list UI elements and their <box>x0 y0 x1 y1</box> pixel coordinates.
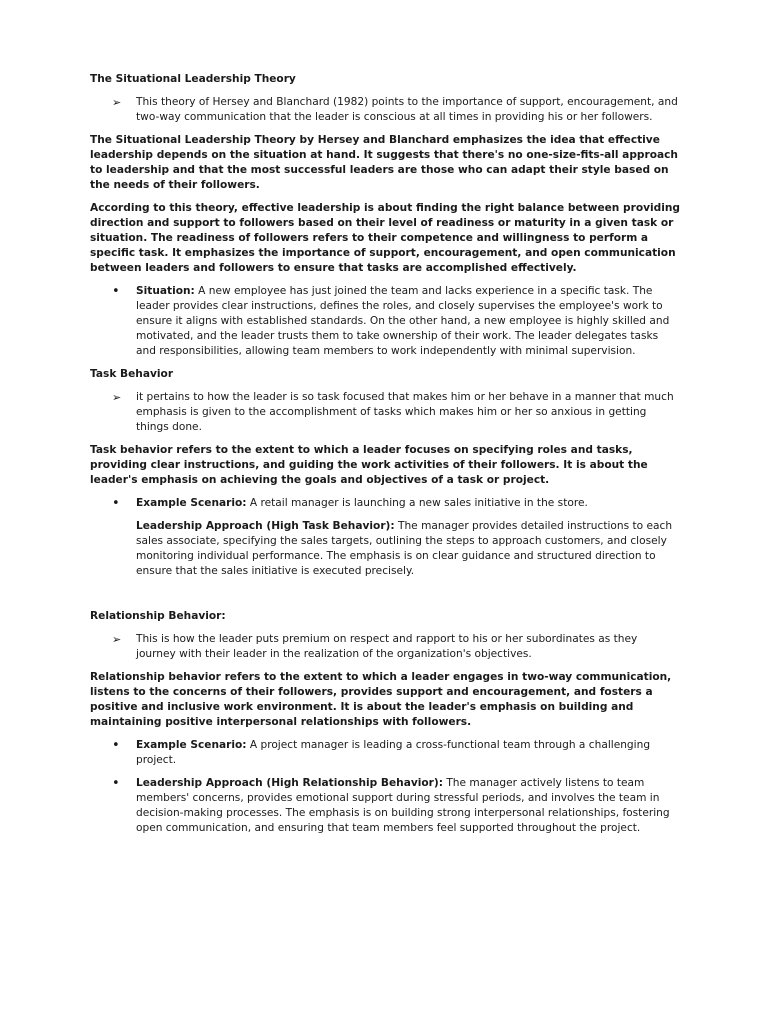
list-item-text: it pertains to how the leader is so task focused that makes him or her behave in a manner that much emphasis is given to the accomplishment of tasks which makes him or her so anxious in getting things done. <box>136 391 674 433</box>
spacer <box>90 587 680 609</box>
document-page <box>90 72 680 844</box>
item-text: A project manager is leading a cross-functional team through a challenging project. <box>136 739 651 766</box>
arrow-bullet-icon: ➢ <box>112 96 122 109</box>
item-text: The manager actively listens to team members' concerns, provides emotional support during stressful periods, and involves the team in decision-making processes. The emphasis is on building strong interpersonal relationships, fostering open communication, and ensuring that team members feel supported throughout the project. <box>136 777 670 834</box>
item-label: Leadership Approach (High Task Behavior): <box>136 520 395 532</box>
bullet-icon: • <box>112 738 120 753</box>
bullet-list-item <box>90 738 680 768</box>
paragraph: The Situational Leadership Theory by Hersey and Blanchard emphasizes the idea that effective leadership depends on the situation at hand. It suggests that there's no one-size-fits-all approach to leadership and that the most successful leaders are those who can adapt their style based on the needs of their followers. <box>90 134 678 191</box>
section-heading-task: Task Behavior <box>90 368 174 380</box>
section-heading-situational: The Situational Leadership Theory <box>90 73 296 85</box>
list-item-text: This theory of Hersey and Blanchard (1982) points to the importance of support, encouragement, and two-way communication that the leader is conscious at all times in providing his or her followers. <box>136 96 678 123</box>
paragraph: Task behavior refers to the extent to which a leader focuses on specifying roles and tasks, providing clear instructions, and guiding the work activities of their followers. It is about the leader's emphasis on achieving the goals and objectives of a task or project. <box>90 444 648 486</box>
paragraph: According to this theory, effective leadership is about finding the right balance between providing direction and support to followers based on their level of readiness or maturity in a given task or situation. The readiness of followers refers to their competence and willingness to perform a specific task. It emphasizes the importance of support, encouragement, and open communication between leaders and followers to ensure that tasks are accomplished effectively. <box>90 202 681 274</box>
section-heading-relationship: Relationship Behavior: <box>90 610 226 622</box>
item-text: A new employee has just joined the team and lacks experience in a specific task. The leader provides clear instructions, defines the roles, and closely supervises the employee's work to ensure it aligns with established standards. On the other hand, a new employee is highly skilled and motivated, and the leader trusts them to take ownership of their work. The leader delegates tasks and responsibilities, allowing team members to work independently with minimal supervision. <box>136 285 670 357</box>
arrow-list-item <box>90 632 680 662</box>
arrow-bullet-icon: ➢ <box>112 633 122 646</box>
item-text: The manager provides detailed instructions to each sales associate, specifying the sales targets, outlining the steps to approach customers, and closely monitoring individual performance. The emphasis is on clear guidance and structured direction to ensure that the sales initiative is executed precisely. <box>136 520 673 577</box>
arrow-list-item <box>90 390 680 435</box>
bullet-icon: • <box>112 776 120 791</box>
arrow-list-item <box>90 95 680 125</box>
list-item-text: This is how the leader puts premium on respect and rapport to his or her subordinates as they journey with their leader in the realization of the organization's objectives. <box>136 633 638 660</box>
bullet-list-item <box>90 284 680 359</box>
bullet-icon: • <box>112 496 120 511</box>
paragraph: Relationship behavior refers to the extent to which a leader engages in two-way communication, listens to the concerns of their followers, provides support and encouragement, and fosters a positive and inclusive work environment. It is about the leader's emphasis on building and maintaining positive interpersonal relationships with followers. <box>90 671 672 728</box>
item-label: Example Scenario: <box>136 497 247 509</box>
bullet-list-item <box>90 776 680 836</box>
leadership-approach-block <box>90 519 680 579</box>
bullet-icon: • <box>112 284 120 299</box>
item-text: A retail manager is launching a new sales initiative in the store. <box>246 497 588 509</box>
arrow-bullet-icon: ➢ <box>112 391 122 404</box>
bullet-list-item <box>90 496 680 511</box>
item-label: Situation: <box>136 285 195 297</box>
item-label: Leadership Approach (High Relationship Behavior): <box>136 777 443 789</box>
item-label: Example Scenario: <box>136 739 247 751</box>
